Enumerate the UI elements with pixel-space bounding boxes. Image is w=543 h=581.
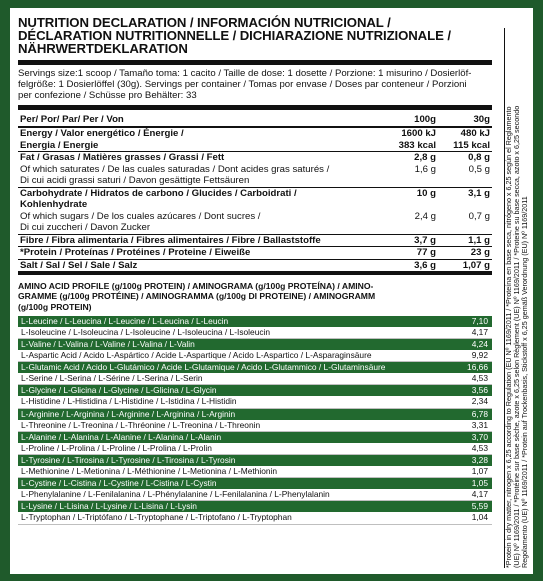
servings-divider xyxy=(18,105,492,110)
amino-name: L-Threonine / L-Treonina / L-Thréonine / L-Treonina / L-Threonin xyxy=(18,420,435,432)
nutrition-row-per30g xyxy=(442,175,492,187)
amino-row xyxy=(18,385,492,397)
nutrition-row-per30g xyxy=(442,199,492,211)
amino-row xyxy=(18,431,492,443)
amino-value: 2,34 xyxy=(435,396,492,408)
amino-row xyxy=(18,327,492,339)
label-title-line: NUTRITION DECLARATION / INFORMACIÓN NUTRICIONAL / xyxy=(18,15,391,30)
amino-row xyxy=(18,408,492,420)
amino-value: 4,17 xyxy=(435,327,492,339)
nutrition-row-per100g: 10 g xyxy=(376,187,442,199)
nutrition-row-label: Of which sugars / De los cuales azúcares / Dont sucres / xyxy=(20,210,261,222)
nutrition-row-per30g: 115 kcal xyxy=(453,139,490,151)
nutrition-header-row xyxy=(18,113,492,127)
amino-row xyxy=(18,373,492,385)
nutrition-row-label: Energy / Valor energético / Énergie / xyxy=(18,127,376,140)
nutrition-row xyxy=(18,127,492,140)
nutrition-row xyxy=(18,247,492,260)
nutrition-row-per100g: 77 g xyxy=(376,247,442,260)
nutrition-table xyxy=(18,113,492,275)
nutrition-row xyxy=(18,187,492,199)
amino-value: 1,05 xyxy=(435,478,492,490)
amino-name: L-Lysine / L-Lisina / L-Lysine / L-Lisina / L-Lysin xyxy=(18,501,435,513)
amino-value: 3,56 xyxy=(435,385,492,397)
amino-row xyxy=(18,478,492,490)
nutrition-header-label: Per/ Por/ Par/ Per / Von xyxy=(20,114,124,126)
nutrition-row-label: Kohlenhydrate xyxy=(20,199,88,211)
amino-row xyxy=(18,443,492,455)
amino-value: 7,10 xyxy=(435,316,492,327)
nutrition-row-label: Energia / Energie xyxy=(20,139,99,151)
side-footnote-line: (UE) Nº 1169/2011 / *Protéine sur base sèche, azote x 6,25 selon Règlement (UE) Nº 1169/2011 / *Proteine su base secca, azoto x 6,25 secondo xyxy=(512,105,521,568)
amino-name: L-Proline / L-Prolina / L-Proline / L-Prolina / L-Prolin xyxy=(18,443,435,455)
nutrition-row-label: Fibre / Fibra alimentaria / Fibres alimentaires / Fibre / Ballaststoffe xyxy=(18,234,376,247)
amino-name: L-Cystine / L-Cistina / L-Cystine / L-Cistina / L-Cystin xyxy=(18,478,435,490)
amino-row xyxy=(18,350,492,362)
amino-row xyxy=(18,454,492,466)
nutrition-row xyxy=(18,164,492,176)
amino-row xyxy=(18,362,492,374)
nutrition-row-label: Di cui acidi grassi saturi / Davon gesättigte Fettsäuren xyxy=(20,175,250,187)
nutrition-row-per100g: 3,7 g xyxy=(376,234,442,247)
amino-row xyxy=(18,512,492,524)
label-title-line: DÉCLARATION NUTRITIONNELLE / DICHIARAZIONE NUTRIZIONALE / xyxy=(18,28,451,44)
amino-value: 5,59 xyxy=(435,501,492,513)
amino-name: L-Leucine / L-Leucina / L-Leucine / L-Leucina / L-Leucin xyxy=(18,316,435,327)
amino-name: L-Arginine / L-Arginina / L-Arginine / L-Arginina / L-Arginin xyxy=(18,408,435,420)
nutrition-row-label: Fat / Grasas / Matières grasses / Grassi / Fett xyxy=(18,152,376,164)
nutrition-row-per30g: 3,1 g xyxy=(442,187,492,199)
nutrition-row-label: Salt / Sal / Sel / Sale / Salz xyxy=(18,259,376,273)
amino-value: 1,07 xyxy=(435,466,492,478)
amino-row xyxy=(18,420,492,432)
nutrition-row-label: Carbohydrate / Hidratos de carbono / Glucides / Carboidrati / xyxy=(18,187,376,199)
amino-name: L-Glycine / L-Glicina / L-Glycine / L-Glicina / L-Glycin xyxy=(18,385,435,397)
servings-line: Servings size:1 scoop / Tamaño toma: 1 cacito / Taille de dose: 1 dosette / Porzione: 1 misurino / Dosierlöf- xyxy=(18,67,472,79)
nutrition-row-label: *Protein / Proteínas / Protéines / Proteine / Eiweiße xyxy=(18,247,376,260)
side-footnote-line: Regolamento (UE) Nº 1169/2011 / *Protein auf Trockenbasis, Stickstoff x 6,25 gemäß Verordnung (EU) Nº 1169/2011 xyxy=(520,196,529,568)
amino-value: 16,66 xyxy=(435,362,492,374)
amino-row xyxy=(18,466,492,478)
amino-row xyxy=(18,489,492,501)
servings-info xyxy=(18,68,492,102)
nutrition-row xyxy=(18,199,492,211)
nutrition-row-per100g xyxy=(376,199,442,211)
amino-name: L-Glutamic Acid / Acido L-Glutámico / Acide L-Glutamique / Acido L-Glutammico / L-Glutaminsäure xyxy=(18,362,435,374)
amino-name: L-Valine / L-Valina / L-Valine / L-Valina / L-Valin xyxy=(18,339,435,351)
nutrition-row xyxy=(18,152,492,164)
nutrition-row-per30g xyxy=(442,222,492,234)
nutrition-row-per100g: 383 kcal xyxy=(398,139,436,151)
nutrition-row-per30g: 1,07 g xyxy=(442,259,492,273)
label-main-column xyxy=(18,16,492,525)
nutrition-row-per100g xyxy=(376,222,442,234)
nutrition-row-per100g: 2,4 g xyxy=(414,210,436,222)
amino-row xyxy=(18,396,492,408)
amino-value: 3,70 xyxy=(435,431,492,443)
nutrition-row-per30g: 1,1 g xyxy=(442,234,492,247)
servings-line: per confezione / Schüsse pro Behälter: 33 xyxy=(18,90,197,102)
amino-name: L-Tyrosine / L-Tirosina / L-Tyrosine / L-Tirosina / L-Tyrosin xyxy=(18,454,435,466)
side-footnote xyxy=(504,28,529,568)
nutrition-row xyxy=(18,234,492,247)
label-title xyxy=(18,16,492,56)
nutrition-row xyxy=(18,140,492,152)
amino-row xyxy=(18,316,492,327)
amino-value: 1,04 xyxy=(435,512,492,524)
nutrition-row-label: Di cui zuccheri / Davon Zucker xyxy=(20,222,151,234)
amino-name: L-Methionine / L-Metionina / L-Méthionine / L-Metionina / L-Methionin xyxy=(18,466,435,478)
amino-name: L-Phenylalanine / L-Fenilalanina / L-Phénylalanine / L-Fenilalanina / L-Phenylalanin xyxy=(18,489,435,501)
nutrition-row xyxy=(18,222,492,234)
nutrition-row-per100g xyxy=(376,175,442,187)
amino-row xyxy=(18,339,492,351)
nutrition-row-per30g: 0,5 g xyxy=(468,163,490,175)
nutrition-row-per100g: 1,6 g xyxy=(414,163,436,175)
side-footnote-text xyxy=(505,28,529,568)
amino-value: 3,28 xyxy=(435,454,492,466)
nutrition-row-per30g: 480 kJ xyxy=(442,127,492,140)
amino-value: 3,31 xyxy=(435,420,492,432)
amino-acid-table xyxy=(18,316,492,525)
amino-title-line: (g/100g PROTEIN) xyxy=(18,301,92,312)
nutrition-row-per30g: 0,7 g xyxy=(468,210,490,222)
nutrition-row-per100g: 2,8 g xyxy=(376,152,442,164)
amino-profile-title xyxy=(18,281,492,312)
amino-row xyxy=(18,501,492,513)
amino-name: L-Histidine / L-Histidina / L-Histidine / L-Istidina / L-Histidin xyxy=(18,396,435,408)
nutrition-row-per30g: 0,8 g xyxy=(442,152,492,164)
amino-value: 4,24 xyxy=(435,339,492,351)
servings-line: felgröße: 1 Dosierlöffel (30g). Servings per container / Tomas por envase / Doses par conteneur / Porzioni xyxy=(18,78,467,90)
title-divider xyxy=(18,60,492,65)
amino-value: 4,53 xyxy=(435,373,492,385)
amino-name: L-Alanine / L-Alanina / L-Alanine / L-Alanina / L-Alanin xyxy=(18,431,435,443)
nutrition-row-per30g: 23 g xyxy=(442,247,492,260)
label-title-line: NÄHRWERTDEKLARATION xyxy=(18,41,188,57)
amino-title-line: GRAMME (g/100g PROTÉINE) / AMINOGRAMMA (g/100g DI PROTEINE) / AMINOGRAMM xyxy=(18,291,376,302)
nutrition-row-label: Of which saturates / De las cuales saturadas / Dont acides gras saturés / xyxy=(20,163,330,175)
nutrition-row xyxy=(18,175,492,187)
amino-value: 6,78 xyxy=(435,408,492,420)
side-footnote-line: *Protein in dry matter, nitrogen x 6,25 according to Regulation (EU Nº 1169/2011 / *Proteína en base seca, nitrógeno x 6,25 según el Reglamento xyxy=(504,106,513,568)
amino-value: 4,53 xyxy=(435,443,492,455)
nutrition-header-col1: 100g xyxy=(414,114,436,126)
nutrition-row xyxy=(18,259,492,273)
nutrition-row-per100g: 3,6 g xyxy=(376,259,442,273)
nutrition-row-per100g: 1600 kJ xyxy=(376,127,442,140)
nutrition-header-col2: 30g xyxy=(473,114,490,126)
nutrition-label xyxy=(10,8,533,574)
amino-title-line: AMINO ACID PROFILE (g/100g PROTEIN) / AMINOGRAMA (g/100g PROTEÍNA) / AMINO- xyxy=(18,281,374,292)
amino-name: L-Aspartic Acid / Acido L-Aspártico / Acide L-Aspartique / Acido L-Aspartico / L-Asparaginsäure xyxy=(18,350,435,362)
amino-name: L-Isoleucine / L-Isoleucina / L-Isoleucine / L-Isoleucina / L-Isoleucin xyxy=(18,327,435,339)
amino-name: L-Tryptophan / L-Triptófano / L-Tryptophane / L-Triptofano / L-Tryptophan xyxy=(18,512,435,524)
nutrition-row xyxy=(18,211,492,223)
amino-value: 4,17 xyxy=(435,489,492,501)
amino-value: 9,92 xyxy=(435,350,492,362)
amino-name: L-Serine / L-Serina / L-Sérine / L-Serina / L-Serin xyxy=(18,373,435,385)
